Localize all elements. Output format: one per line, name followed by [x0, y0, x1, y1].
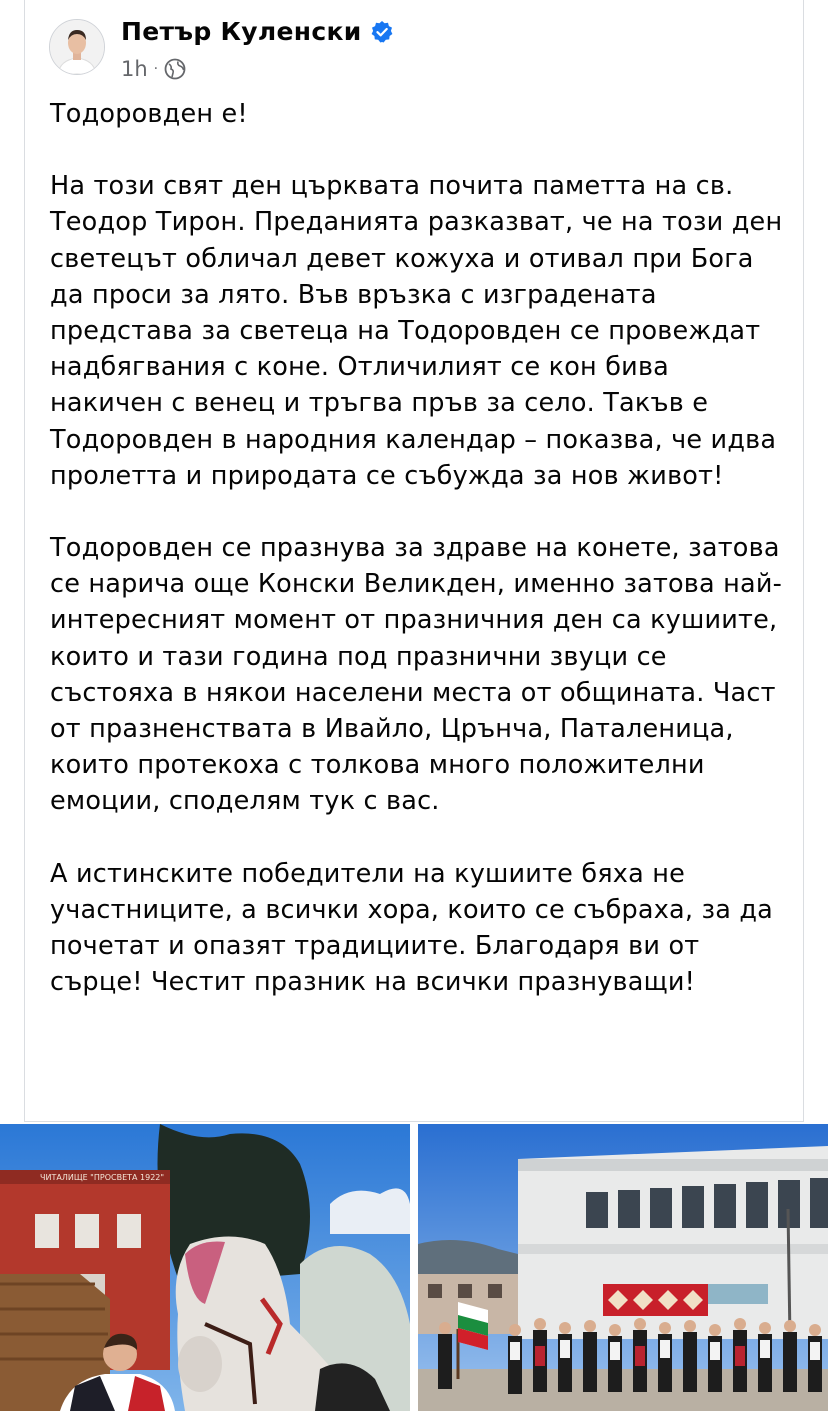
post-meta	[121, 57, 186, 81]
author-name[interactable]: Петър Куленски	[121, 17, 362, 46]
globe-icon[interactable]	[164, 58, 186, 80]
post-photo-square[interactable]	[418, 1124, 828, 1411]
post-paragraph: Тодоровден е!	[50, 99, 248, 129]
author-name-row	[121, 17, 394, 46]
post-paragraph: Тодоровден се празнува за здраве на конете, затова се нарича още Конски Великден, именно затова най-интересният момент от празничния ден са кушиите, които и тази година под празнични звуци се състояха в някои населени места от общината. Част от празненствата в Ивайло, Црънча, Паталеница, които протекоха с толкова много положителни емоции, споделям тук с вас.	[50, 533, 783, 817]
photo-horse-image	[0, 1124, 410, 1411]
post-time[interactable]: 1h	[121, 57, 148, 81]
meta-separator: ·	[153, 61, 159, 77]
author-avatar[interactable]	[49, 19, 105, 75]
avatar-image	[50, 20, 104, 74]
post-paragraph: На този свят ден църквата почита паметта на св. Теодор Тирон. Преданията разказват, че на този ден светецът обличал девет кожуха и отивал при Бога да проси за лято. Във връзка с изградената представа за светеца на Тодоровден се провеждат надбягвания с коне. Отличилият се кон бива накичен с венец и тръгва пръв за село. Такъв е Тодоровден в народния календар – показва, че идва пролетта и природата се събужда за нов живот!	[50, 171, 783, 491]
building-sign: ЧИТАЛИЩЕ "ПРОСВЕТА 1922"	[40, 1173, 165, 1182]
post-photo-horse[interactable]	[0, 1124, 410, 1411]
post-text	[50, 96, 790, 1000]
verified-badge-icon	[370, 20, 394, 44]
photo-square-image	[418, 1124, 828, 1411]
post-paragraph: А истинските победители на кушиите бяха не участниците, а всички хора, които се събраха, за да почетат и опазят традициите. Благодаря ви от сърце! Честит празник на всички празнуващи!	[50, 858, 774, 998]
